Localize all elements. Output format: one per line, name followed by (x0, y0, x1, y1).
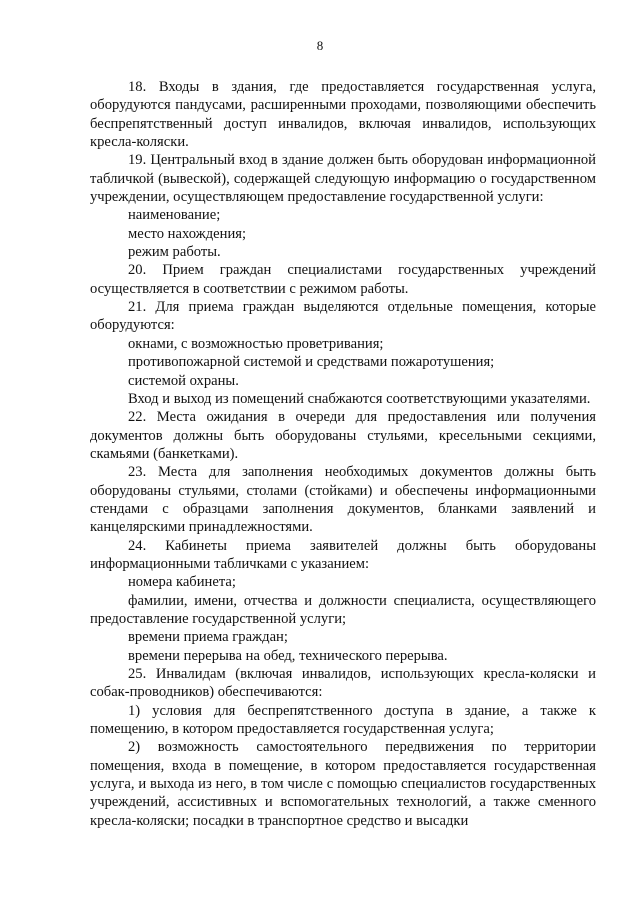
paragraph-20: 20. Прием граждан специалистами государственных учреждений осуществляется в соответствии с режимом работы. (90, 262, 596, 297)
list-item-name: наименование; (128, 207, 221, 224)
list-item-schedule: режим работы. (128, 244, 221, 261)
list-item-reception-time: времени приема граждан; (128, 629, 288, 646)
paragraph-22: 22. Места ожидания в очереди для предоставления или получения документов должны быть оборудованы стульями, кресельными секциями, скамьями (банкетками). (90, 409, 596, 462)
paragraph-19: 19. Центральный вход в здание должен быть оборудован информационной табличкой (вывеской), содержащей следующую информацию о государственном учреждении, осуществляющем предоставление государственной услуги: (90, 152, 596, 206)
list-item-fire-system: противопожарной системой и средствами пожаротушения; (128, 354, 495, 371)
paragraph-21: 21. Для приема граждан выделяются отдельные помещения, которые оборудуются: (90, 299, 596, 334)
list-item-break-time: времени перерыва на обед, технического перерыва. (128, 647, 448, 664)
paragraph-24: 24. Кабинеты приема заявителей должны быть оборудованы информационными табличками с указанием: (90, 537, 596, 572)
paragraph-25-item-1: 1) условия для беспрепятственного доступа в здание, а также к помещению, в котором предоставляется государственная услуга; (90, 702, 596, 738)
list-item-location: место нахождения; (128, 225, 247, 242)
paragraph-entrance-signs: Вход и выход из помещений снабжаются соответствующими указателями. (128, 390, 591, 407)
list-item-specialist: фамилии, имени, отчества и должности специалиста, осуществляющего предоставление государственной услуги; (90, 592, 596, 627)
document-body (90, 78, 596, 830)
paragraph-25-item-2: 2) возможность самостоятельного передвижения по территории помещения, входа в помещение, в котором предоставляется государственная услуга, и выхода из него, в том числе с помощью специалистов государственных учреждений, ассистивных и вспомогательных технологий, а также сменного кресла-коляски; посадки в транспортное средство и высадки (90, 739, 596, 829)
paragraph-18: 18. Входы в здания, где предоставляется государственная услуга, оборудуются пандусами, расширенными проходами, позволяющими обеспечить беспрепятственный доступ инвалидов, включая инвалидов, использующих кресла-коляски. (90, 79, 596, 151)
paragraph-23: 23. Места для заполнения необходимых документов должны быть оборудованы стульями, столами (стойками) и обеспечены информационными стендами с образцами заполнения документов, бланками заявлений и канцелярскими принадлежностями. (90, 464, 596, 536)
list-item-room-number: номера кабинета; (128, 574, 236, 591)
list-item-windows: окнами, с возможностью проветривания; (128, 335, 384, 352)
page-number: 8 (316, 38, 324, 53)
paragraph-25: 25. Инвалидам (включая инвалидов, использующих кресла-коляски и собак-проводников) обеспечиваются: (90, 666, 596, 701)
list-item-security: системой охраны. (128, 372, 239, 389)
